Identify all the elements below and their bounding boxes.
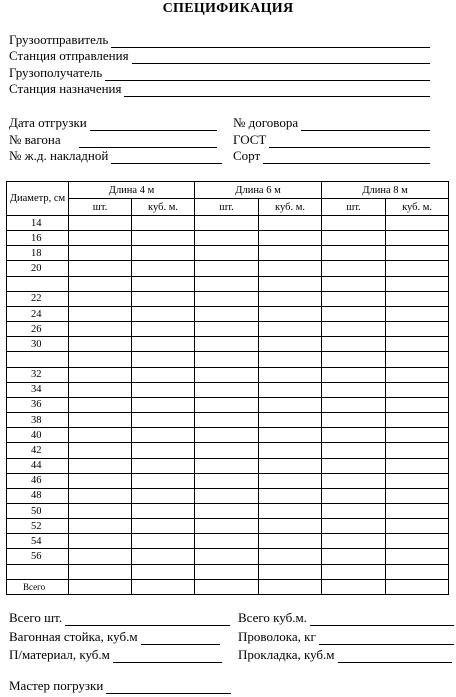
gost-field[interactable] — [233, 132, 430, 148]
value-cell[interactable] — [132, 397, 195, 412]
gost-label: ГОСТ — [233, 132, 267, 147]
value-cell[interactable] — [69, 549, 132, 564]
value-cell[interactable] — [69, 428, 132, 443]
value-cell[interactable] — [386, 443, 449, 458]
value-cell[interactable] — [259, 503, 322, 518]
value-cell[interactable] — [69, 519, 132, 534]
total-pcs-field[interactable] — [9, 610, 230, 626]
value-cell[interactable] — [69, 337, 132, 352]
value-cell[interactable] — [259, 443, 322, 458]
value-cell[interactable] — [132, 473, 195, 488]
value-cell[interactable] — [195, 261, 259, 276]
value-cell[interactable] — [259, 246, 322, 261]
value-cell[interactable] — [259, 564, 322, 579]
unit-m3-header: куб. м. — [386, 199, 449, 216]
value-cell[interactable] — [69, 488, 132, 503]
total-value-cell[interactable] — [386, 579, 449, 594]
value-cell[interactable] — [259, 306, 322, 321]
value-cell[interactable] — [322, 382, 386, 397]
value-cell[interactable] — [386, 413, 449, 428]
value-cell[interactable] — [259, 231, 322, 246]
value-cell[interactable] — [386, 216, 449, 231]
value-cell[interactable] — [195, 246, 259, 261]
table-row — [7, 276, 449, 291]
value-cell[interactable] — [132, 291, 195, 306]
table-row — [7, 534, 449, 549]
material-blank[interactable] — [113, 649, 222, 663]
value-cell[interactable] — [259, 519, 322, 534]
value-cell[interactable] — [195, 503, 259, 518]
value-cell[interactable] — [132, 443, 195, 458]
diameter-cell: 50 — [7, 503, 69, 518]
value-cell[interactable] — [322, 473, 386, 488]
value-cell[interactable] — [132, 322, 195, 337]
value-cell[interactable] — [195, 473, 259, 488]
value-cell[interactable] — [386, 458, 449, 473]
wagon-no-blank[interactable] — [79, 134, 217, 148]
value-cell[interactable] — [322, 337, 386, 352]
diameter-cell: 52 — [7, 519, 69, 534]
diameter-cell: 16 — [7, 231, 69, 246]
diameter-cell: 26 — [7, 322, 69, 337]
diameter-cell: 18 — [7, 246, 69, 261]
value-cell[interactable] — [69, 216, 132, 231]
diameter-cell: 20 — [7, 261, 69, 276]
value-cell[interactable] — [322, 352, 386, 367]
value-cell[interactable] — [195, 519, 259, 534]
diameter-cell: 44 — [7, 458, 69, 473]
waybill-no-blank[interactable] — [111, 150, 222, 164]
length-8m-header: Длина 8 м — [322, 182, 449, 199]
value-cell[interactable] — [195, 337, 259, 352]
value-cell[interactable] — [322, 428, 386, 443]
table-row — [7, 458, 449, 473]
value-cell[interactable] — [386, 503, 449, 518]
value-cell[interactable] — [259, 216, 322, 231]
value-cell[interactable] — [69, 397, 132, 412]
value-cell[interactable] — [322, 216, 386, 231]
value-cell[interactable] — [259, 367, 322, 382]
value-cell[interactable] — [195, 397, 259, 412]
value-cell[interactable] — [132, 428, 195, 443]
value-cell[interactable] — [259, 458, 322, 473]
diameter-cell: 22 — [7, 291, 69, 306]
value-cell[interactable] — [195, 322, 259, 337]
value-cell[interactable] — [259, 473, 322, 488]
value-cell[interactable] — [322, 413, 386, 428]
consignee-blank[interactable] — [105, 67, 430, 81]
total-value-cell[interactable] — [195, 579, 259, 594]
material-label: П/материал, куб.м — [9, 647, 110, 662]
table-row — [7, 322, 449, 337]
value-cell[interactable] — [322, 246, 386, 261]
contract-no-label: № договора — [233, 115, 299, 130]
value-cell[interactable] — [259, 549, 322, 564]
length-4m-header: Длина 4 м — [69, 182, 195, 199]
value-cell[interactable] — [386, 534, 449, 549]
value-cell[interactable] — [386, 276, 449, 291]
value-cell[interactable] — [322, 549, 386, 564]
total-value-cell[interactable] — [132, 579, 195, 594]
loading-master-blank[interactable] — [106, 680, 231, 694]
value-cell[interactable] — [132, 413, 195, 428]
value-cell[interactable] — [69, 276, 132, 291]
waybill-no-field[interactable] — [9, 148, 222, 164]
destination-station-blank[interactable] — [124, 83, 430, 97]
value-cell[interactable] — [259, 352, 322, 367]
value-cell[interactable] — [259, 382, 322, 397]
table-row — [7, 382, 449, 397]
diameter-cell: 34 — [7, 382, 69, 397]
diameter-cell: 42 — [7, 443, 69, 458]
table-row — [7, 306, 449, 321]
specification-table — [6, 181, 449, 595]
value-cell[interactable] — [386, 352, 449, 367]
table-row — [7, 291, 449, 306]
value-cell[interactable] — [259, 488, 322, 503]
table-row — [7, 413, 449, 428]
value-cell[interactable] — [69, 564, 132, 579]
shipment-date-field[interactable] — [9, 115, 217, 131]
shipper-label: Грузоотправитель — [9, 32, 109, 47]
value-cell[interactable] — [259, 337, 322, 352]
table-row — [7, 246, 449, 261]
diameter-cell — [7, 564, 69, 579]
value-cell[interactable] — [322, 503, 386, 518]
total-value-cell[interactable] — [259, 579, 322, 594]
diameter-cell: 30 — [7, 337, 69, 352]
value-cell[interactable] — [132, 337, 195, 352]
value-cell[interactable] — [386, 428, 449, 443]
loading-master-field[interactable] — [9, 678, 231, 694]
wagon-no-label: № вагона — [9, 132, 61, 147]
table-row — [7, 216, 449, 231]
table-row — [7, 488, 449, 503]
value-cell[interactable] — [69, 352, 132, 367]
value-cell[interactable] — [322, 322, 386, 337]
value-cell[interactable] — [195, 291, 259, 306]
value-cell[interactable] — [132, 534, 195, 549]
diameter-cell — [7, 352, 69, 367]
value-cell[interactable] — [386, 397, 449, 412]
shipment-date-label: Дата отгрузки — [9, 115, 87, 130]
value-cell[interactable] — [386, 306, 449, 321]
diameter-cell: 54 — [7, 534, 69, 549]
total-m3-field[interactable] — [238, 610, 454, 626]
value-cell[interactable] — [69, 306, 132, 321]
diameter-cell: 56 — [7, 549, 69, 564]
value-cell[interactable] — [132, 216, 195, 231]
value-cell[interactable] — [322, 276, 386, 291]
waybill-no-label: № ж.д. накладной — [9, 148, 109, 163]
wire-field[interactable] — [238, 629, 454, 645]
value-cell[interactable] — [195, 216, 259, 231]
table-row — [7, 367, 449, 382]
value-cell[interactable] — [386, 382, 449, 397]
value-cell[interactable] — [322, 458, 386, 473]
total-pcs-label: Всего шт. — [9, 610, 63, 625]
value-cell[interactable] — [195, 549, 259, 564]
wagon-stake-field[interactable] — [9, 629, 220, 645]
total-m3-blank[interactable] — [310, 612, 454, 626]
value-cell[interactable] — [69, 261, 132, 276]
value-cell[interactable] — [195, 413, 259, 428]
total-value-cell[interactable] — [322, 579, 386, 594]
value-cell[interactable] — [69, 367, 132, 382]
loading-master-label: Мастер погрузки — [9, 678, 104, 693]
destination-station-label: Станция назначения — [9, 81, 122, 96]
value-cell[interactable] — [386, 322, 449, 337]
value-cell[interactable] — [386, 549, 449, 564]
diameter-cell: 24 — [7, 306, 69, 321]
unit-m3-header: куб. м. — [259, 199, 322, 216]
value-cell[interactable] — [195, 534, 259, 549]
value-cell[interactable] — [132, 352, 195, 367]
value-cell[interactable] — [322, 519, 386, 534]
value-cell[interactable] — [386, 367, 449, 382]
table-row — [7, 519, 449, 534]
contract-no-blank[interactable] — [301, 117, 430, 131]
value-cell[interactable] — [322, 534, 386, 549]
value-cell[interactable] — [322, 306, 386, 321]
table-row — [7, 549, 449, 564]
wire-label: Проволока, кг — [238, 629, 316, 644]
wire-blank[interactable] — [319, 631, 454, 645]
table-row — [7, 352, 449, 367]
diameter-cell: 48 — [7, 488, 69, 503]
destination-station-field[interactable] — [9, 81, 430, 97]
value-cell[interactable] — [386, 231, 449, 246]
shipper-blank[interactable] — [111, 34, 430, 48]
value-cell[interactable] — [195, 306, 259, 321]
value-cell[interactable] — [386, 261, 449, 276]
diameter-cell: 32 — [7, 367, 69, 382]
table-row — [7, 473, 449, 488]
value-cell[interactable] — [132, 519, 195, 534]
grade-field[interactable] — [233, 148, 430, 164]
total-value-cell[interactable] — [69, 579, 132, 594]
value-cell[interactable] — [132, 488, 195, 503]
table-row — [7, 397, 449, 412]
diameter-header: Диаметр, см — [7, 182, 69, 216]
value-cell[interactable] — [259, 261, 322, 276]
value-cell[interactable] — [259, 322, 322, 337]
value-cell[interactable] — [132, 503, 195, 518]
value-cell[interactable] — [132, 231, 195, 246]
departure-station-field[interactable] — [9, 48, 430, 64]
unit-pcs-header: шт. — [195, 199, 259, 216]
value-cell[interactable] — [132, 367, 195, 382]
value-cell[interactable] — [195, 231, 259, 246]
value-cell[interactable] — [69, 443, 132, 458]
shipper-field[interactable] — [9, 32, 430, 48]
value-cell[interactable] — [195, 488, 259, 503]
value-cell[interactable] — [69, 382, 132, 397]
unit-pcs-header: шт. — [69, 199, 132, 216]
value-cell[interactable] — [322, 488, 386, 503]
wagon-no-field[interactable] — [9, 132, 217, 148]
value-cell[interactable] — [259, 413, 322, 428]
contract-no-field[interactable] — [233, 115, 430, 131]
value-cell[interactable] — [386, 564, 449, 579]
value-cell[interactable] — [386, 291, 449, 306]
table-row — [7, 503, 449, 518]
value-cell[interactable] — [132, 306, 195, 321]
grade-label: Сорт — [233, 148, 261, 163]
value-cell[interactable] — [69, 246, 132, 261]
value-cell[interactable] — [132, 382, 195, 397]
value-cell[interactable] — [195, 367, 259, 382]
material-field[interactable] — [9, 647, 222, 663]
value-cell[interactable] — [132, 564, 195, 579]
total-pcs-blank[interactable] — [65, 612, 230, 626]
value-cell[interactable] — [322, 291, 386, 306]
total-label-cell: Всего — [7, 579, 69, 594]
total-m3-label: Всего куб.м. — [238, 610, 307, 625]
unit-pcs-header: шт. — [322, 199, 386, 216]
diameter-cell: 46 — [7, 473, 69, 488]
value-cell[interactable] — [259, 397, 322, 412]
wagon-stake-label: Вагонная стойка, куб.м — [9, 629, 138, 644]
value-cell[interactable] — [195, 458, 259, 473]
value-cell[interactable] — [322, 367, 386, 382]
diameter-cell: 14 — [7, 216, 69, 231]
value-cell[interactable] — [322, 397, 386, 412]
value-cell[interactable] — [322, 261, 386, 276]
shipment-date-blank[interactable] — [90, 117, 217, 131]
value-cell[interactable] — [69, 458, 132, 473]
value-cell[interactable] — [69, 473, 132, 488]
value-cell[interactable] — [322, 564, 386, 579]
value-cell[interactable] — [132, 458, 195, 473]
value-cell[interactable] — [322, 231, 386, 246]
consignee-label: Грузополучатель — [9, 65, 103, 80]
gasket-label: Прокладка, куб.м — [238, 647, 335, 662]
table-row — [7, 261, 449, 276]
value-cell[interactable] — [195, 428, 259, 443]
value-cell[interactable] — [195, 352, 259, 367]
table-row — [7, 231, 449, 246]
value-cell[interactable] — [259, 428, 322, 443]
value-cell[interactable] — [132, 246, 195, 261]
departure-station-label: Станция отправления — [9, 48, 129, 63]
value-cell[interactable] — [69, 413, 132, 428]
wagon-stake-blank[interactable] — [141, 631, 220, 645]
value-cell[interactable] — [132, 549, 195, 564]
value-cell[interactable] — [386, 337, 449, 352]
value-cell[interactable] — [69, 322, 132, 337]
value-cell[interactable] — [322, 443, 386, 458]
consignee-field[interactable] — [9, 65, 430, 81]
table-row — [7, 443, 449, 458]
unit-m3-header: куб. м. — [132, 199, 195, 216]
total-row — [7, 579, 449, 594]
value-cell[interactable] — [69, 231, 132, 246]
gost-blank[interactable] — [269, 134, 430, 148]
diameter-cell: 38 — [7, 413, 69, 428]
diameter-cell: 40 — [7, 428, 69, 443]
value-cell[interactable] — [195, 443, 259, 458]
value-cell[interactable] — [69, 291, 132, 306]
value-cell[interactable] — [259, 534, 322, 549]
document-title: СПЕЦИФИКАЦИЯ — [162, 1, 294, 16]
table-row — [7, 564, 449, 579]
value-cell[interactable] — [386, 488, 449, 503]
value-cell[interactable] — [259, 291, 322, 306]
grade-blank[interactable] — [263, 150, 430, 164]
value-cell[interactable] — [132, 276, 195, 291]
table-row — [7, 337, 449, 352]
gasket-blank[interactable] — [338, 649, 452, 663]
value-cell[interactable] — [386, 473, 449, 488]
value-cell[interactable] — [132, 261, 195, 276]
value-cell[interactable] — [69, 503, 132, 518]
diameter-cell — [7, 276, 69, 291]
value-cell[interactable] — [195, 564, 259, 579]
value-cell[interactable] — [386, 246, 449, 261]
diameter-cell: 36 — [7, 397, 69, 412]
value-cell[interactable] — [386, 519, 449, 534]
gasket-field[interactable] — [238, 647, 452, 663]
table-row — [7, 428, 449, 443]
departure-station-blank[interactable] — [132, 50, 430, 64]
length-6m-header: Длина 6 м — [195, 182, 322, 199]
value-cell[interactable] — [69, 534, 132, 549]
value-cell[interactable] — [195, 276, 259, 291]
value-cell[interactable] — [195, 382, 259, 397]
value-cell[interactable] — [259, 276, 322, 291]
